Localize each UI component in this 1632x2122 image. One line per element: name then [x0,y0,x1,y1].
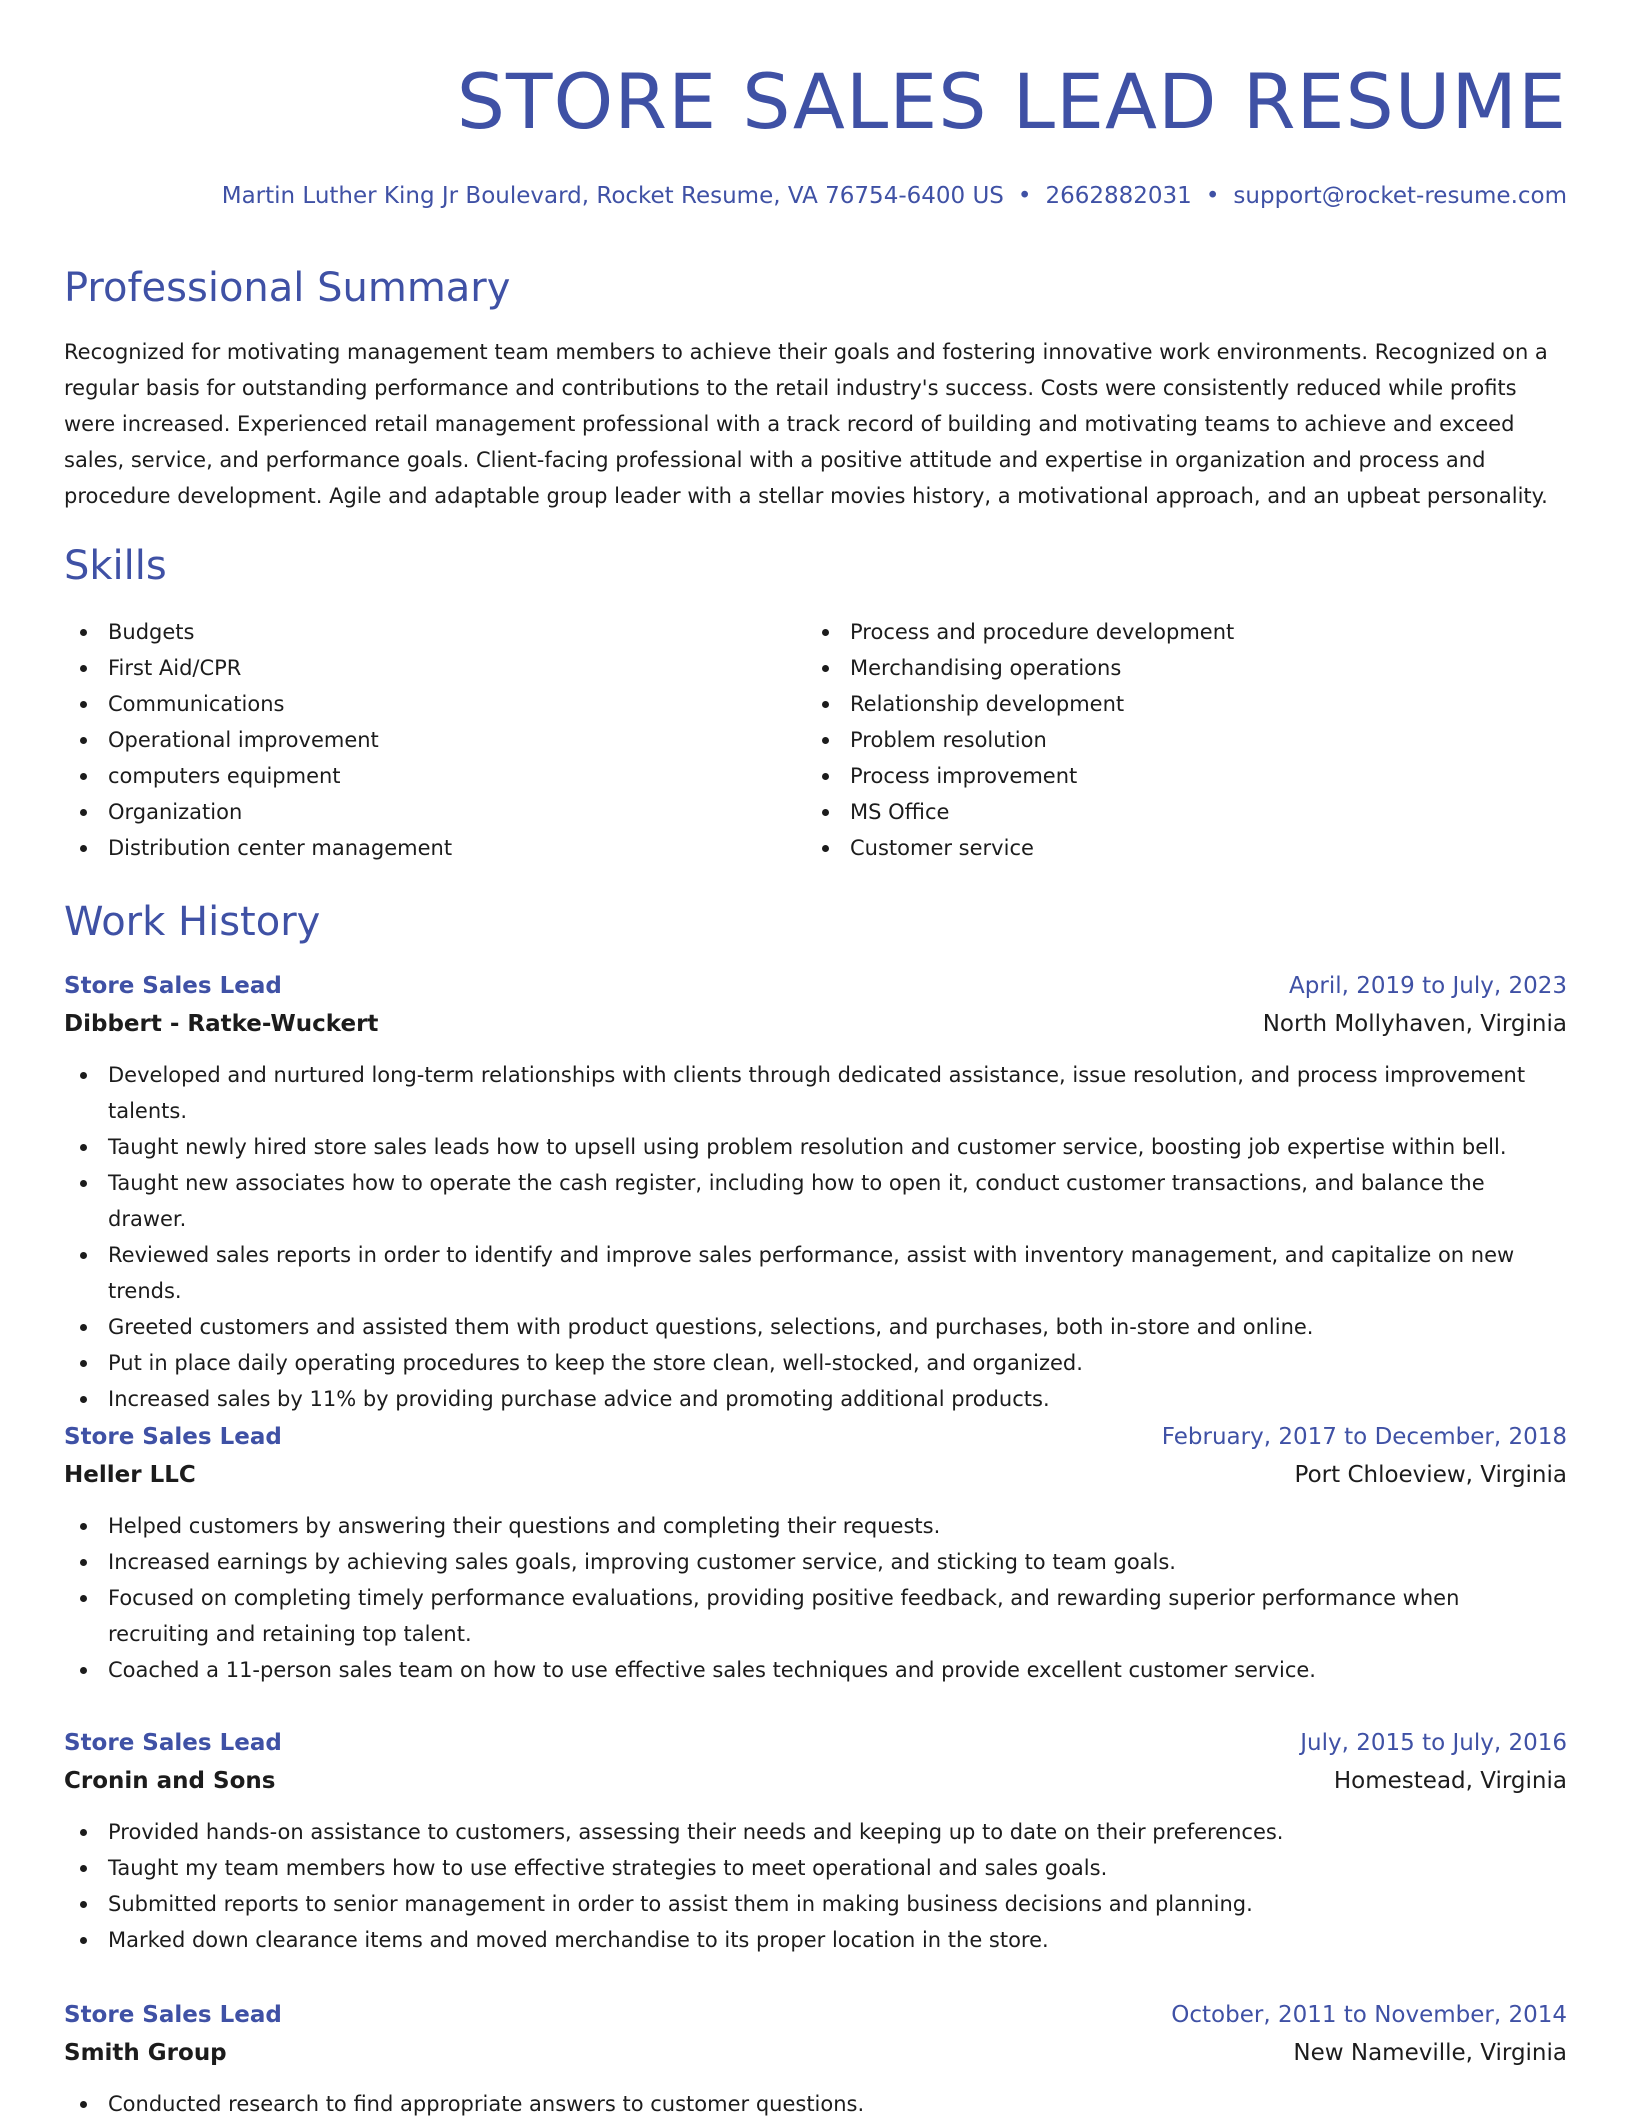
job-bullet: Marked down clearance items and moved merchandise to its proper location in the store. [64,1922,1567,1958]
job-company: Cronin and Sons [64,1768,276,1794]
job-company: Smith Group [64,2040,227,2066]
job-bullet: Developed and nurtured long-term relationships with clients through dedicated assistance, issue resolution, and process improvement talents. [64,1057,1567,1129]
skill-item: computers equipment [64,758,764,794]
work-history-heading: Work History [64,899,321,945]
skill-item: First Aid/CPR [64,650,764,686]
job-bullet: Submitted reports to senior management in order to assist them in making business decisions and planning. [64,1886,1567,1922]
job-bullet: Provided hands-on assistance to customers, assessing their needs and keeping up to date on their preferences. [64,1814,1567,1850]
job-bullet: Increased sales by 11% by providing purchase advice and promoting additional products. [64,1381,1567,1417]
job-location: North Mollyhaven, Virginia [1262,1011,1567,1037]
contact-address: Martin Luther King Jr Boulevard, Rocket Resume, VA 76754-6400 US [221,183,1004,209]
job-company: Dibbert - Ratke-Wuckert [64,1011,379,1037]
job-bullets [64,2086,1567,2122]
summary-heading: Professional Summary [64,265,511,311]
job-dates: October, 2011 to November, 2014 [1171,2002,1567,2028]
job-location: Port Chloeview, Virginia [1294,1462,1567,1488]
contact-email[interactable]: support@rocket-resume.com [1233,183,1567,209]
contact-separator: • [1205,183,1220,209]
job-location: Homestead, Virginia [1333,1768,1567,1794]
job-entry [64,1418,1567,1688]
job-bullet: Taught my team members how to use effective strategies to meet operational and sales goals. [64,1850,1567,1886]
contact-line [222,180,1567,212]
resume-title: STORE SALES LEAD RESUME [456,57,1567,146]
job-bullet: Increased earnings by achieving sales goals, improving customer service, and sticking to team goals. [64,1544,1567,1580]
skill-item: MS Office [806,794,1506,830]
job-title: Store Sales Lead [64,973,282,999]
job-bullet: Conducted research to find appropriate answers to customer questions. [64,2086,1567,2122]
skill-item: Distribution center management [64,830,764,866]
job-bullet: Focused on completing timely performance evaluations, providing positive feedback, and rewarding superior performance when recruiting and retaining top talent. [64,1580,1567,1652]
job-bullet: Helped customers by answering their questions and completing their requests. [64,1508,1567,1544]
contact-separator: • [1017,183,1032,209]
job-bullet: Taught new associates how to operate the cash register, including how to open it, conduct customer transactions, and balance the drawer. [64,1165,1567,1237]
job-bullets [64,1057,1567,1417]
job-bullets [64,1814,1567,1958]
job-bullet: Taught newly hired store sales leads how to upsell using problem resolution and customer service, boosting job expertise within bell. [64,1129,1567,1165]
job-title: Store Sales Lead [64,1730,282,1756]
skill-item: Process and procedure development [806,614,1506,650]
job-entry [64,967,1567,1417]
skill-item: Customer service [806,830,1506,866]
contact-phone: 2662882031 [1045,183,1192,209]
job-entry [64,1996,1567,2122]
skill-item: Relationship development [806,686,1506,722]
skill-item: Budgets [64,614,764,650]
skill-item: Operational improvement [64,722,764,758]
job-bullet: Greeted customers and assisted them with product questions, selections, and purchases, both in-store and online. [64,1309,1567,1345]
job-bullet: Reviewed sales reports in order to identify and improve sales performance, assist with inventory management, and capitalize on new trends. [64,1237,1567,1309]
job-dates: July, 2015 to July, 2016 [1300,1730,1567,1756]
skills-list-right [806,614,1506,866]
job-dates: February, 2017 to December, 2018 [1161,1424,1567,1450]
skill-item: Organization [64,794,764,830]
job-dates: April, 2019 to July, 2023 [1289,973,1567,999]
skill-item: Problem resolution [806,722,1506,758]
job-bullets [64,1508,1567,1688]
skills-heading: Skills [64,543,167,589]
job-title: Store Sales Lead [64,2002,282,2028]
job-entry [64,1724,1567,1958]
job-title: Store Sales Lead [64,1424,282,1450]
skills-list-left [64,614,764,866]
skill-item: Communications [64,686,764,722]
skill-item: Process improvement [806,758,1506,794]
job-bullet: Coached a 11-person sales team on how to use effective sales techniques and provide excellent customer service. [64,1652,1567,1688]
job-location: New Nameville, Virginia [1293,2040,1567,2066]
job-company: Heller LLC [64,1462,196,1488]
skill-item: Merchandising operations [806,650,1506,686]
job-bullet: Put in place daily operating procedures to keep the store clean, well-stocked, and organized. [64,1345,1567,1381]
summary-text: Recognized for motivating management team members to achieve their goals and fostering innovative work environments. Recognized on a regular basis for outstanding performance and contributions to the retail industry's success. Costs were consistently reduced while profits were increased. Experienced retail management professional with a track record of building and motivating teams to achieve and exceed sales, service, and performance goals. Client-facing professional with a positive attitude and expertise in organization and process and procedure development. Agile and adaptable group leader with a stellar movies history, a motivational approach, and an upbeat personality. [64,340,1548,508]
